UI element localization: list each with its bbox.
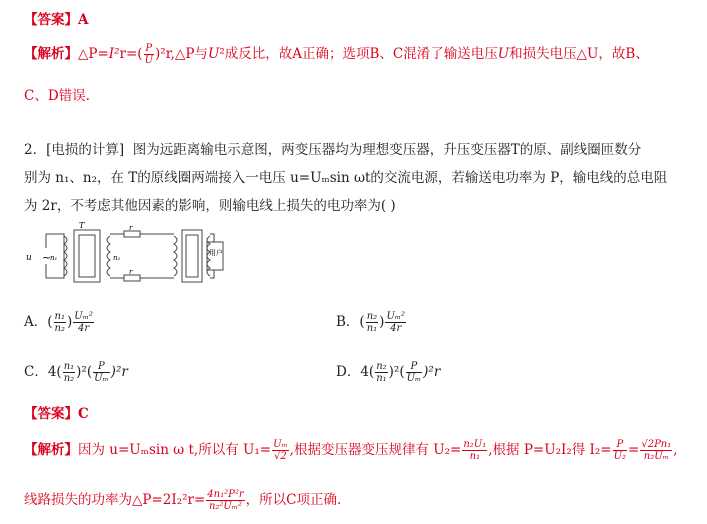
answer-line-1 [24,8,88,28]
answer-value: A [78,12,89,28]
frac-num: n₂U₁ [463,439,487,450]
frac-num: n₂ [376,361,387,372]
option-text: 4( [47,364,62,380]
frac-num: n₂ [366,311,378,322]
option-text: )²( [76,364,93,380]
question-line-1 [24,138,641,158]
option-text: )²r [423,364,441,380]
option-a[interactable] [24,310,95,334]
answer-value: C [78,406,89,422]
user-wire [210,270,214,278]
frac-num: 4n₁²P²r [207,489,244,500]
option-fraction [73,311,94,334]
stepdown-core [182,230,202,282]
analysis-text: )²r, [155,46,175,62]
question-line-2: 别为 n₁、n₂，在 T的原线圈两端接入一电压 u=Uₘsin ωt的交流电源，若输送电功率为 P，输电线的总电阻 [24,170,668,186]
option-c[interactable] [24,360,128,384]
source-label: u [26,253,32,263]
option-fraction [366,311,378,334]
analysis-text: △P= [78,46,109,62]
analysis2-line-2 [24,488,341,512]
analysis-text: ²成反比，故A正确；选项B、C混淆了输送电压 [219,46,498,62]
option-fraction [63,361,75,384]
frac-num: Uₘ² [74,311,93,322]
option-b[interactable] [336,310,407,334]
option-text: ) [379,314,385,330]
stepdown-primary-coil [174,236,177,276]
n1-label: n₁ [50,254,58,262]
analysis-text: , [673,442,678,458]
question-text-1: 图为远距离输电示意图，两变压器均为理想变压器，升压变压器T的原、副线圈匝数分 [132,142,642,158]
analysis-fraction [640,439,672,462]
option-letter: A． [24,314,48,330]
frac-den: Uₘ [406,373,422,384]
question-tag: [电损的计算] [46,142,125,158]
transformer-core-inner [79,235,95,277]
analysis-text: r=( [119,46,143,62]
transformer-label: T [79,222,85,230]
option-letter: B． [336,314,360,330]
option-text: ( [359,314,365,330]
frac-num: n₁ [63,361,75,372]
user-label: 用户 [209,249,223,257]
option-letter: D． [336,364,361,380]
analysis-fraction [206,489,244,512]
frac-den: n₂ [63,373,75,384]
secondary-coil [107,236,110,276]
analysis-line-2: C、D错误. [24,88,90,104]
transformer-core [74,230,100,282]
frac-num: Uₘ² [386,311,406,322]
analysis-text: 因为 u=Uₘsin ω t,所以有 U₁= [78,442,272,458]
frac-num: √2Pn₁ [641,439,672,450]
frac-den: √2 [274,451,287,462]
frac-num: n₁ [54,311,65,322]
circuit-diagram [24,222,229,290]
analysis-text: 线路损失的功率为△P=2I₂²r= [24,492,206,508]
analysis-i2: I² [108,46,120,62]
analysis-text: U [207,46,220,62]
user-wire [210,234,214,242]
frac-den: n₂Uₘ [643,451,669,462]
analysis-fraction [462,439,487,462]
analysis2-line-1 [24,438,678,462]
frac-num: P [93,361,110,373]
analysis-text: ，所以C项正确. [245,492,342,508]
frac-den: n₂²Uₘ² [208,501,242,512]
frac-den: n₁ [469,451,481,462]
frac-den: Uₘ [94,373,109,384]
frac-den: 4r [390,323,402,334]
option-d[interactable] [336,360,440,384]
answer-label: 【答案】 [24,406,78,422]
frac-num: P [613,439,627,451]
analysis-label: 【解析】 [24,46,78,62]
analysis-text: △P与 [174,46,208,62]
question-number: 2． [24,142,47,158]
option-fraction [406,361,423,384]
frac-den: 4r [77,323,90,334]
analysis-line-1 [24,42,649,66]
frac-num: Uₘ [273,439,288,450]
analysis-text: 和损失电压△U，故B、 [509,46,649,62]
frac-num: P [406,361,423,373]
analysis-text: = [628,442,640,458]
analysis-text: ,根据 P=U₂I₂得 I₂= [488,442,612,458]
tilde-symbol: ~ [42,251,52,264]
option-text: ) [66,314,73,330]
option-text: 4( [360,364,375,380]
frac-den: U [144,55,154,66]
analysis-label: 【解析】 [24,442,78,458]
option-text: )²r [110,364,128,380]
analysis-fraction [272,439,289,462]
frac-den: n₁ [366,323,378,334]
option-fraction [385,311,406,334]
analysis-fraction [613,439,627,462]
option-fraction [54,311,66,334]
option-text: )²( [388,364,405,380]
r-label-top: r [129,224,133,232]
analysis-text: ,根据变压器变压规律有 U₂= [289,442,462,458]
fraction-p-u [144,43,154,66]
question-line-3: 为 2r，不考虑其他因素的影响，则输电线上损失的电功率为( ) [24,198,396,214]
option-fraction [375,361,387,384]
frac-den: n₂ [54,323,65,334]
stepdown-core-inner [186,235,198,277]
answer-line-2 [24,402,89,422]
r-label-bottom: r [129,268,133,276]
analysis-text: U [497,46,510,62]
frac-num: P [145,43,153,54]
frac-den: n₁ [376,373,387,384]
answer-label: 【答案】 [24,12,78,28]
frac-den: U₂ [613,451,627,462]
n2-label: n₂ [113,254,121,262]
option-text: ( [47,314,53,330]
option-letter: C． [24,364,48,380]
option-fraction [93,361,110,384]
